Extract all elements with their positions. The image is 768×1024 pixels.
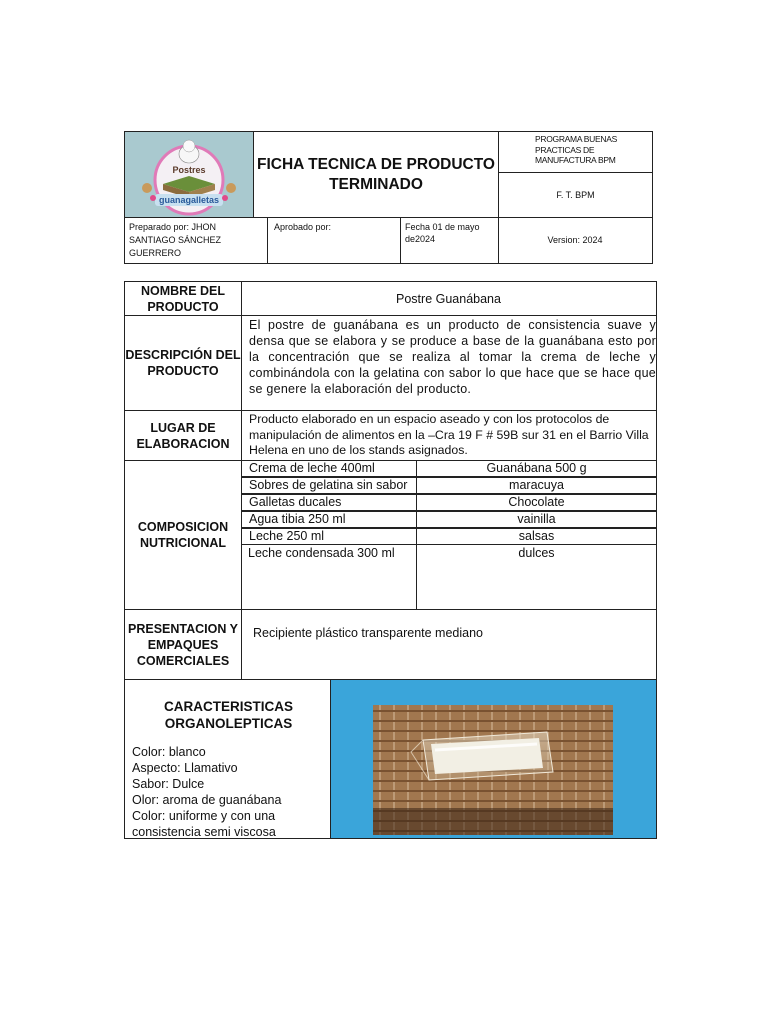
approved-by: Aprobado por: <box>267 217 401 264</box>
description-label: DESCRIPCIÓN DEL PRODUCTO <box>124 315 242 411</box>
organoleptic-list <box>132 744 281 840</box>
document-version: Version: 2024 <box>498 217 653 264</box>
composition-ingredient: Leche 250 ml <box>241 528 417 545</box>
prepared-by: Preparado por: JHON SANTIAGO SÁNCHEZ GUERRERO <box>124 217 268 264</box>
document-title: FICHA TECNICA DE PRODUCTO TERMINADO <box>254 131 499 218</box>
organoleptic-item: Sabor: Dulce <box>132 777 205 791</box>
brand-logo <box>125 132 253 217</box>
document-code: F. T. BPM <box>499 172 653 218</box>
organoleptic-item: Color: blanco <box>132 745 206 759</box>
organoleptic-item: Color: uniforme y con una <box>132 809 276 823</box>
composition-label: COMPOSICION NUTRICIONAL <box>124 460 242 610</box>
product-photo-cell <box>331 679 657 839</box>
place-value: Producto elaborado en un espacio aseado y con los protocolos de manipulación de alimentos en la –Cra 19 F # 59B sur 31 en el Barrio Villa Helena en uno de los stands asignados. <box>241 410 657 461</box>
logo-cell <box>124 131 254 218</box>
composition-ingredient: Sobres de gelatina sin sabor <box>241 477 417 494</box>
organoleptic-item: Aspecto: Llamativo <box>132 761 238 775</box>
composition-ingredient: Agua tibia 250 ml <box>241 511 417 528</box>
organoleptic-item: consistencia semi viscosa <box>132 825 276 839</box>
composition-flavor: Chocolate <box>416 494 657 511</box>
product-photo <box>331 680 656 838</box>
composition-flavor: salsas <box>416 528 657 545</box>
composition-flavor: vainilla <box>416 511 657 528</box>
svg-text:Postres: Postres <box>172 165 206 175</box>
organoleptic-title: CARACTERISTICAS ORGANOLEPTICAS <box>163 699 293 731</box>
product-name-value: Postre Guanábana <box>241 281 657 316</box>
document-date: Fecha 01 de mayo de2024 <box>400 217 499 264</box>
composition-ingredient: Leche condensada 300 ml <box>248 546 395 560</box>
presentation-value: Recipiente plástico transparente mediano <box>241 609 657 680</box>
composition-flavor: dulces <box>518 546 555 560</box>
program-name: PROGRAMA BUENAS PRACTICAS DE MANUFACTURA BPM <box>499 131 653 173</box>
composition-ingredient: Crema de leche 400ml <box>241 460 417 477</box>
place-label: LUGAR DE ELABORACION <box>124 410 242 461</box>
presentation-label: PRESENTACION Y EMPAQUES COMERCIALES <box>124 609 242 680</box>
composition-flavor: maracuya <box>416 477 657 494</box>
description-value: El postre de guanábana es un producto de consistencia suave y densa que se elabora y se produce a base de la guanábana esto por la concentración que se realiza al tomar la crema de leche y combinándola con la gelatina con sabor lo que hace que se hace que se genere la elaboración del producto. <box>241 315 657 411</box>
product-name-label: NOMBRE DEL PRODUCTO <box>124 281 242 316</box>
svg-text:guanagalletas: guanagalletas <box>158 195 220 205</box>
composition-flavor: Guanábana 500 g <box>416 460 657 477</box>
organoleptic-section <box>124 679 331 839</box>
composition-ingredient: Galletas ducales <box>241 494 417 511</box>
organoleptic-item: Olor: aroma de guanábana <box>132 793 282 807</box>
